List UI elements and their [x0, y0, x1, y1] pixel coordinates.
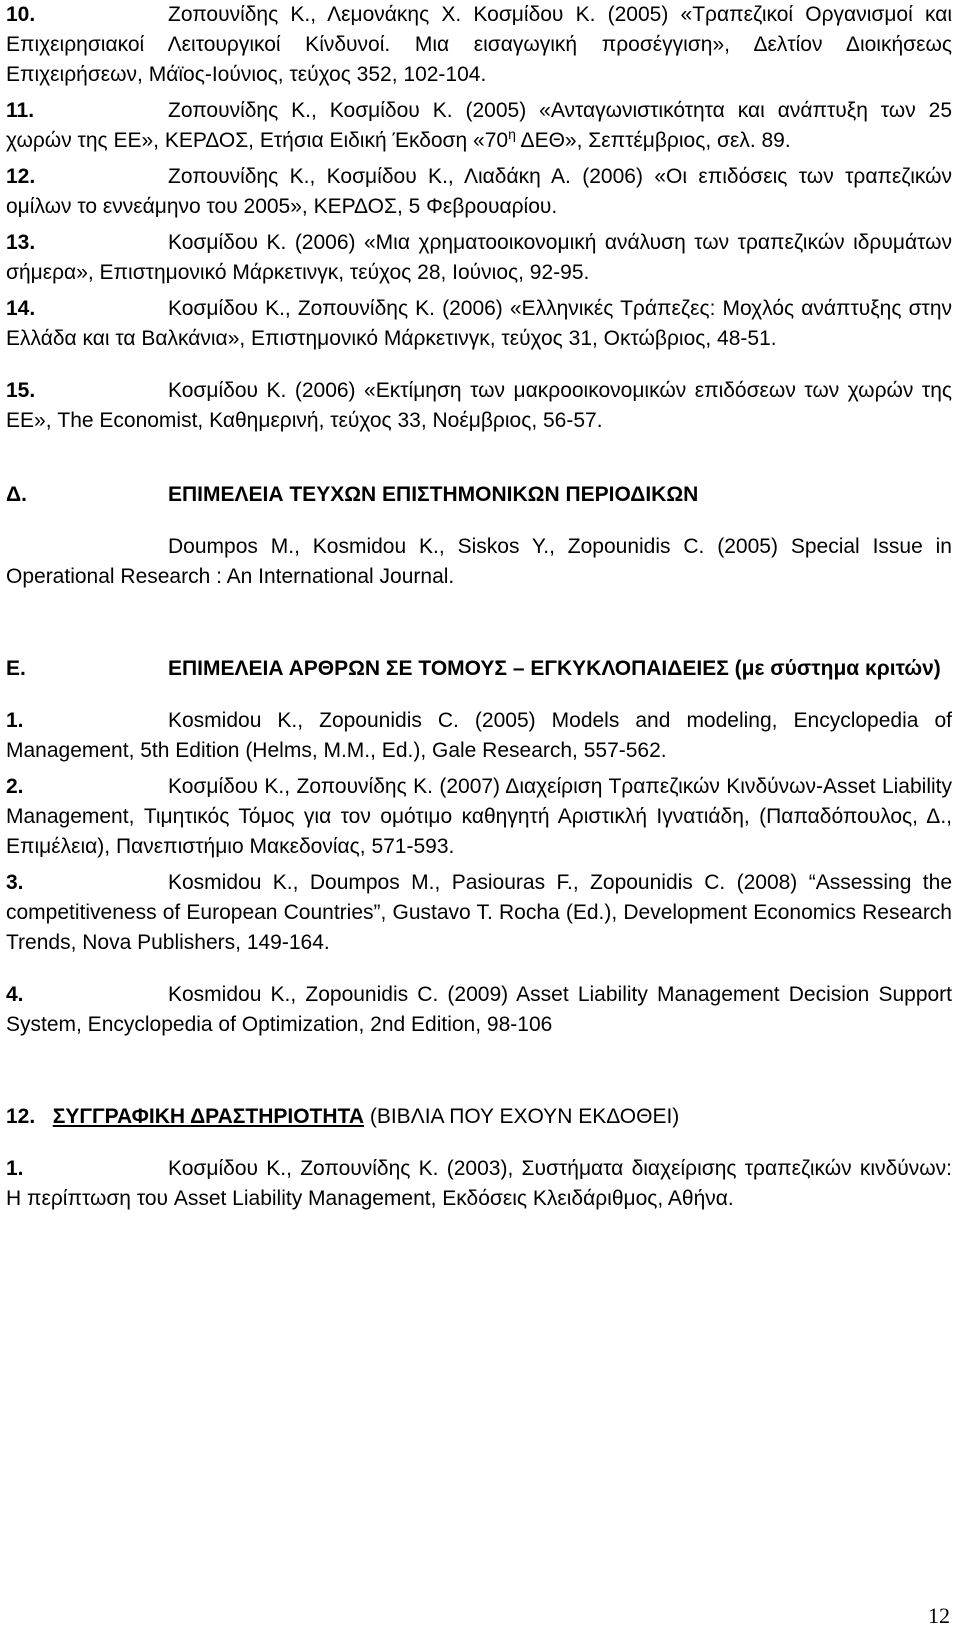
reference-text: Ζοπουνίδης Κ., Κοσμίδου Κ., Λιαδάκη Α. (2006) «Οι επιδόσεις των τραπεζικών ομίλων το εννεάμηνο του 2005», ΚΕΡΔΟΣ, 5 Φεβρουαρίου.: [6, 165, 952, 218]
reference-text: Kosmidou K., Zopounidis C. (2009) Asset Liability Management Decision Support System, Encyclopedia of Optimization, 2nd Edition, 98-106: [6, 983, 952, 1036]
editorship-entry: [6, 532, 952, 592]
reference-item: [6, 96, 952, 156]
section-title: ΣΥΓΓΡΑΦΙΚΗ ΔΡΑΣΤΗΡΙΟΤΗΤΑ: [52, 1105, 364, 1128]
section-subtitle: (ΒΙΒΛΙΑ ΠΟΥ ΕΧΟΥΝ ΕΚΔΟΘΕΙ): [369, 1105, 680, 1128]
section-number: 12.: [6, 1105, 36, 1128]
reference-text: Κοσμίδου Κ., Ζοπουνίδης Κ. (2003), Συστήματα διαχείρισης τραπεζικών κινδύνων: Η περίπτωση του Asset Liability Management, Εκδόσεις Κλειδάριθμος, Αθήνα.: [6, 1157, 952, 1210]
reference-number: 1.: [6, 1157, 24, 1180]
reference-item: [6, 1154, 952, 1214]
reference-number: 3.: [6, 871, 24, 894]
section-title: ΕΠΙΜΕΛΕΙΑ ΤΕΥΧΩΝ ΕΠΙΣΤΗΜΟΝΙΚΩΝ ΠΕΡΙΟΔΙΚΩΝ: [168, 483, 699, 506]
reference-number: 14.: [6, 297, 36, 320]
reference-number: 11.: [6, 99, 35, 122]
superscript: η: [508, 126, 516, 142]
reference-text: Κοσμίδου Κ., Ζοπουνίδης Κ. (2006) «Ελληνικές Τράπεζες: Μοχλός ανάπτυξης στην Ελλάδα και τα Βαλκάνια», Επιστημονικό Μάρκετινγκ, τεύχος 31, Οκτώβριος, 48-51.: [6, 297, 952, 350]
reference-item: [6, 294, 952, 354]
reference-text: Kosmidou K., Zopounidis C. (2005) Models and modeling, Encyclopedia of Management, 5th Edition (Helms, M.M., Ed.), Gale Research, 557-562.: [6, 709, 952, 762]
section-letter: Ε.: [6, 657, 26, 680]
reference-item: [6, 772, 952, 862]
reference-text: Kosmidou K., Doumpos M., Pasiouras F., Zopounidis C. (2008) “Assessing the competitiveness of European Countries”, Gustavo T. Rocha (Ed.), Development Economics Research Trends, Nova Publishers, 149-164.: [6, 871, 952, 954]
reference-item: [6, 706, 952, 766]
reference-number: 2.: [6, 775, 24, 798]
reference-number: 15.: [6, 379, 36, 402]
section-heading-e: [6, 654, 952, 684]
reference-item: [6, 868, 952, 958]
reference-number: 13.: [6, 231, 36, 254]
reference-text: Κοσμίδου Κ. (2006) «Εκτίμηση των μακροοικονομικών επιδόσεων των χωρών της ΕΕ», The Economist, Καθημερινή, τεύχος 33, Νοέμβριος, 56-57.: [6, 379, 952, 432]
section-letter: Δ.: [6, 483, 27, 506]
reference-text: Κοσμίδου Κ., Ζοπουνίδης Κ. (2007) Διαχείριση Τραπεζικών Κινδύνων-Asset Liability Management, Τιμητικός Τόμος για τον ομότιμο καθηγητή Αριστικλή Ιγνατιάδη, (Παπαδόπουλος, Δ., Επιμέλεια), Πανεπιστήμιο Μακεδονίας, 571-593.: [6, 775, 952, 858]
section-title: ΕΠΙΜΕΛΕΙΑ ΑΡΘΡΩΝ ΣΕ ΤΟΜΟΥΣ – ΕΓΚΥΚΛΟΠΑΙΔΕΙΕΣ (με σύστημα κριτών): [168, 657, 941, 680]
reference-text: Κοσμίδου Κ. (2006) «Μια χρηματοοικονομική ανάλυση των τραπεζικών ιδρυμάτων σήμερα», Επιστημονικό Μάρκετινγκ, τεύχος 28, Ιούνιος, 92-95.: [6, 231, 952, 284]
reference-text: Ζοπουνίδης Κ., Κοσμίδου Κ. (2005) «Ανταγωνιστικότητα και ανάπτυξη των 25 χωρών της ΕΕ», ΚΕΡΔΟΣ, Ετήσια Ειδική Έκδοση «70: [6, 99, 952, 152]
section-heading-12: [6, 1102, 952, 1132]
page-number: 12: [928, 1603, 950, 1628]
reference-item: [6, 0, 952, 90]
reference-number: 10.: [6, 3, 36, 26]
reference-text-continued: ΔΕΘ», Σεπτέμβριος, σελ. 89.: [515, 129, 791, 152]
editorship-text: Doumpos M., Kosmidou K., Siskos Y., Zopounidis C. (2005) Special Issue in Operational Research : An International Journal.: [6, 535, 952, 588]
reference-item: [6, 980, 952, 1040]
reference-item: [6, 376, 952, 436]
section-heading-d: [6, 480, 952, 510]
reference-number: 4.: [6, 983, 24, 1006]
reference-item: [6, 162, 952, 222]
reference-number: 1.: [6, 709, 24, 732]
document-page: [6, 0, 952, 1214]
reference-number: 12.: [6, 165, 36, 188]
reference-item: [6, 228, 952, 288]
reference-text: Ζοπουνίδης Κ., Λεμονάκης Χ. Κοσμίδου Κ. (2005) «Τραπεζικοί Οργανισμοί και Επιχειρησιακοί Λειτουργικοί Κίνδυνοί. Μια εισαγωγική προσέγγιση», Δελτίον Διοικήσεως Επιχειρήσεων, Μάϊος-Ιούνιος, τεύχος 352, 102-104.: [6, 3, 952, 86]
